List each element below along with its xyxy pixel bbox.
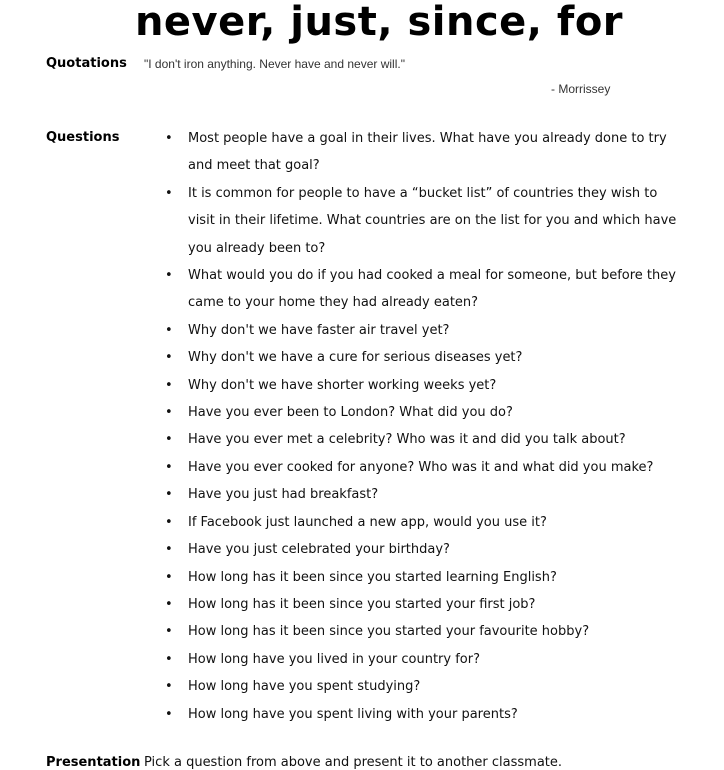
list-item bbox=[160, 344, 680, 371]
bullet-icon: • bbox=[165, 487, 173, 503]
question-text: Why don't we have shorter working weeks yet? bbox=[188, 377, 497, 393]
question-text: Have you just celebrated your birthday? bbox=[188, 542, 450, 558]
question-text: How long has it been since you started learning English? bbox=[188, 569, 557, 585]
list-item bbox=[160, 262, 680, 317]
bullet-icon: • bbox=[165, 706, 173, 722]
question-text: Have you ever been to London? What did you do? bbox=[188, 405, 513, 421]
list-item bbox=[160, 426, 680, 453]
list-item bbox=[160, 701, 680, 728]
question-text: Have you ever met a celebrity? Who was it and did you talk about? bbox=[188, 432, 626, 448]
list-item bbox=[160, 454, 680, 481]
bullet-icon: • bbox=[165, 377, 173, 393]
list-item bbox=[160, 399, 680, 426]
bullet-icon: • bbox=[165, 514, 173, 530]
list-item bbox=[160, 673, 680, 700]
page-title: never, just, since, for bbox=[134, 0, 624, 45]
question-text: Most people have a goal in their lives. What have you already done to try and meet that goal? bbox=[188, 131, 667, 174]
question-text: Have you just had breakfast? bbox=[188, 487, 379, 503]
list-item bbox=[160, 591, 680, 618]
question-text: How long have you lived in your country for? bbox=[188, 651, 480, 667]
bullet-icon: • bbox=[165, 569, 173, 585]
question-text: How long have you spent living with your parents? bbox=[188, 706, 518, 722]
presentation-label: Presentation bbox=[46, 755, 141, 770]
question-text: Why don't we have faster air travel yet? bbox=[188, 322, 450, 338]
bullet-icon: • bbox=[165, 651, 173, 667]
questions-list bbox=[160, 125, 680, 728]
list-item bbox=[160, 646, 680, 673]
bullet-icon: • bbox=[165, 405, 173, 421]
list-item bbox=[160, 125, 680, 180]
question-text: If Facebook just launched a new app, would you use it? bbox=[188, 514, 547, 530]
quote-text: "I don't iron anything. Never have and never will." bbox=[144, 57, 405, 71]
bullet-icon: • bbox=[165, 432, 173, 448]
question-text: What would you do if you had cooked a meal for someone, but before they came to your home they had already eaten? bbox=[188, 268, 676, 311]
list-item bbox=[160, 317, 680, 344]
presentation-text: Pick a question from above and present it to another classmate. bbox=[144, 755, 563, 770]
bullet-icon: • bbox=[165, 268, 173, 284]
bullet-icon: • bbox=[165, 350, 173, 366]
bullet-icon: • bbox=[165, 459, 173, 475]
list-item bbox=[160, 481, 680, 508]
list-item bbox=[160, 536, 680, 563]
question-text: How long have you spent studying? bbox=[188, 679, 421, 695]
quotations-label: Quotations bbox=[46, 56, 127, 71]
quote-author: - Morrissey bbox=[551, 82, 611, 96]
bullet-icon: • bbox=[165, 679, 173, 695]
bullet-icon: • bbox=[165, 185, 173, 201]
list-item bbox=[160, 509, 680, 536]
question-text: It is common for people to have a “bucket list” of countries they wish to visit in their lifetime. What countries are on the list for you and which have you already been to? bbox=[188, 185, 677, 256]
bullet-icon: • bbox=[165, 131, 173, 146]
bullet-icon: • bbox=[165, 624, 173, 640]
question-text: How long has it been since you started your first job? bbox=[188, 596, 536, 612]
bullet-icon: • bbox=[165, 322, 173, 338]
bullet-icon: • bbox=[165, 596, 173, 612]
list-item bbox=[160, 180, 680, 262]
question-text: Have you ever cooked for anyone? Who was it and what did you make? bbox=[188, 459, 654, 475]
questions-label: Questions bbox=[46, 130, 120, 145]
list-item bbox=[160, 618, 680, 645]
question-text: How long has it been since you started your favourite hobby? bbox=[188, 624, 590, 640]
list-item bbox=[160, 564, 680, 591]
question-text: Why don't we have a cure for serious diseases yet? bbox=[188, 350, 523, 366]
bullet-icon: • bbox=[165, 542, 173, 558]
list-item bbox=[160, 372, 680, 399]
